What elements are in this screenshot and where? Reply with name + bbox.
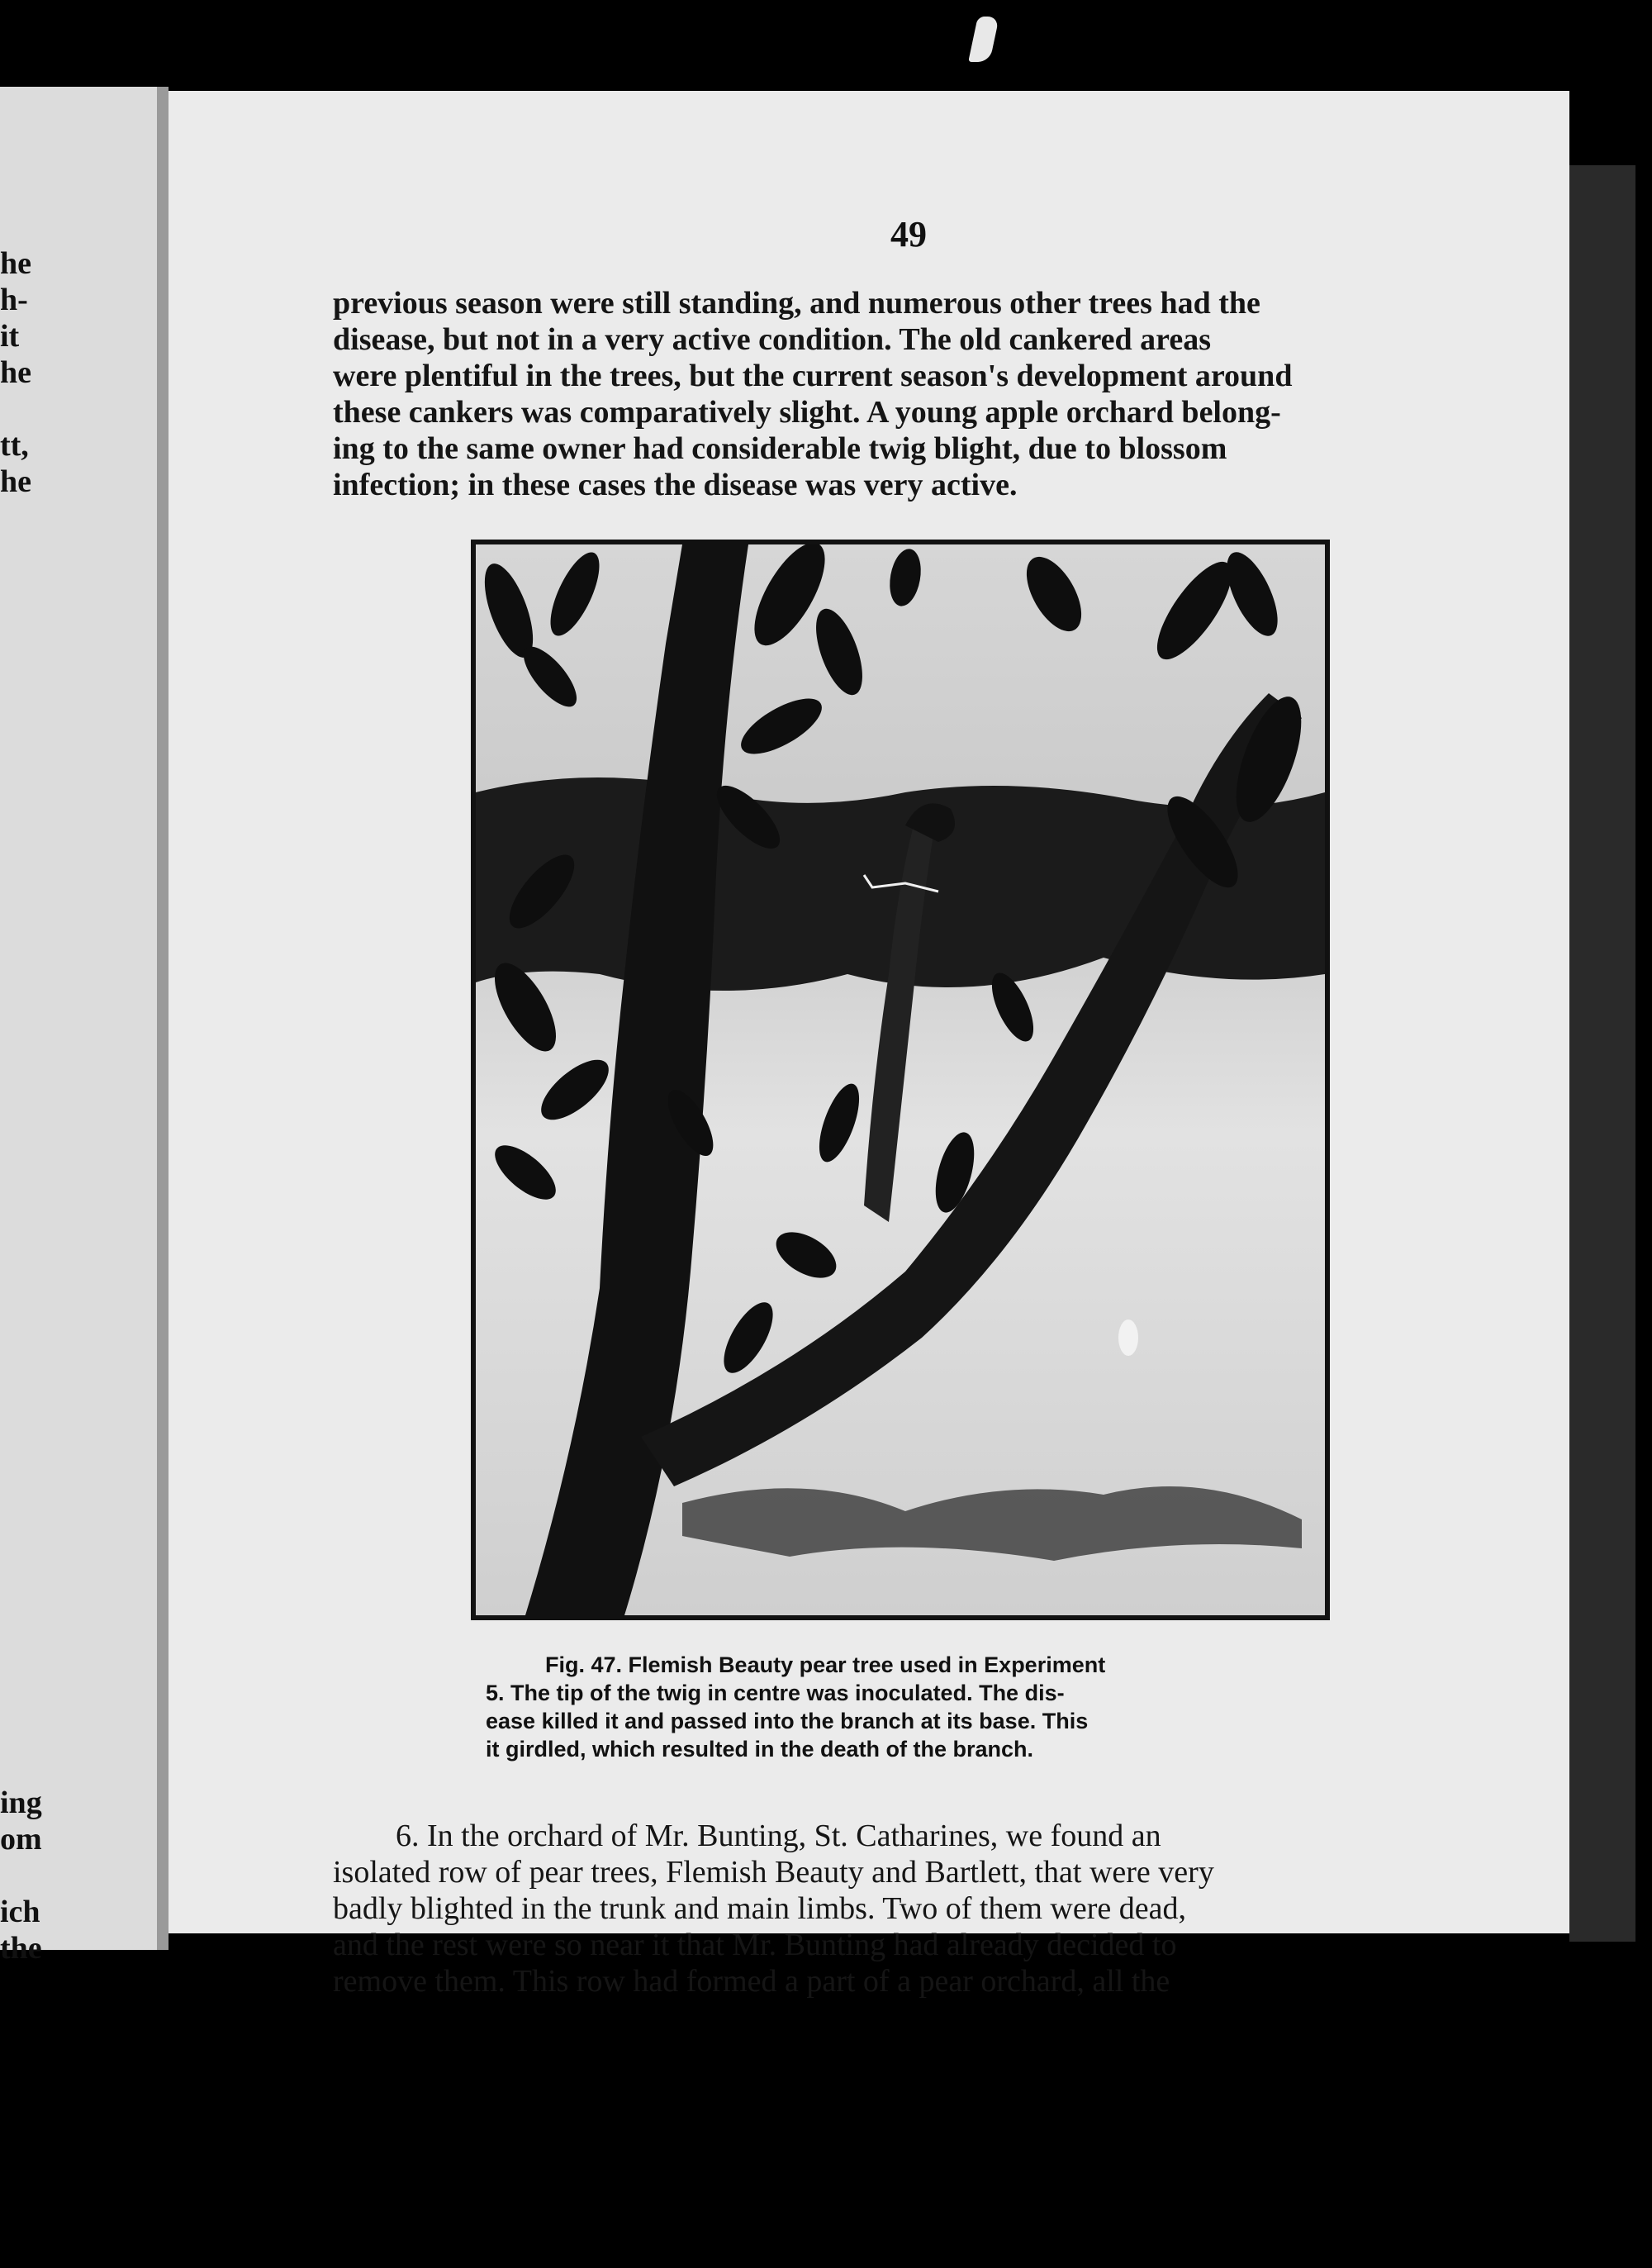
pear-tree-photo [476, 544, 1325, 1615]
left-fragment: h- [0, 283, 28, 317]
text-line: disease, but not in a very active condition. The old cankered areas [333, 322, 1211, 357]
book-edge [1569, 165, 1635, 1942]
left-fragments-upper [0, 245, 66, 500]
left-fragment: ing [0, 1785, 42, 1820]
page-number: 49 [890, 214, 927, 254]
bottom-paragraph [333, 1818, 1483, 1999]
left-fragment: he [0, 355, 31, 390]
text-line: remove them. This row had formed a part of a pear orchard, all the [333, 1964, 1170, 1999]
text-line: previous season were still standing, and numerous other trees had the [333, 286, 1260, 321]
left-fragment: it [0, 319, 20, 354]
text-line: badly blighted in the trunk and main limbs. Two of them were dead, [333, 1891, 1186, 1926]
figure-photo-pear-tree [471, 540, 1330, 1620]
left-page-edge [0, 87, 157, 1966]
figure-caption [486, 1651, 1332, 1763]
left-fragment: the [0, 1931, 42, 1966]
scan-artifact-mark [968, 17, 999, 62]
top-paragraph [333, 285, 1483, 503]
left-fragment: om [0, 1822, 42, 1857]
caption-line: Fig. 47. Flemish Beauty pear tree used in Experiment [545, 1652, 1106, 1677]
left-fragments-lower [0, 1785, 66, 1966]
left-fragment: he [0, 464, 31, 499]
left-fragment: ich [0, 1895, 40, 1929]
caption-line: it girdled, which resulted in the death of the branch. [486, 1737, 1034, 1762]
text-line: and the rest were so near it that Mr. Bunting had already decided to [333, 1928, 1177, 1962]
text-line: 6. In the orchard of Mr. Bunting, St. Catharines, we found an [396, 1819, 1161, 1853]
caption-line: ease killed it and passed into the branch at its base. This [486, 1709, 1089, 1733]
text-line: were plentiful in the trees, but the current season's development around [333, 359, 1293, 393]
caption-line: 5. The tip of the twig in centre was inoculated. The dis- [486, 1681, 1065, 1705]
left-fragment: tt, [0, 428, 29, 463]
left-fragment [0, 391, 66, 427]
text-line: infection; in these cases the disease was very active. [333, 468, 1018, 502]
book-gutter [157, 87, 169, 1950]
text-line: these cankers was comparatively slight. A young apple orchard belong- [333, 395, 1281, 430]
left-fragment [0, 1857, 66, 1894]
left-fragment: he [0, 246, 31, 281]
text-line: ing to the same owner had considerable twig blight, due to blossom [333, 431, 1227, 466]
text-line: isolated row of pear trees, Flemish Beauty and Bartlett, that were very [333, 1855, 1214, 1890]
